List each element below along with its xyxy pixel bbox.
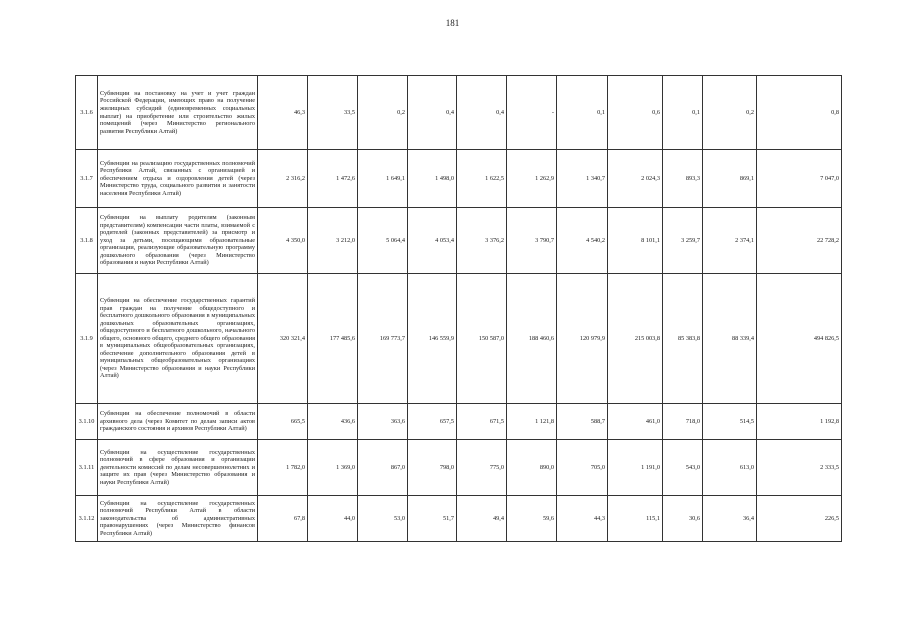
value-cell: 0,1 xyxy=(663,76,703,150)
table-row xyxy=(76,150,842,208)
value-cell: 514,5 xyxy=(703,404,757,440)
value-cell: 4 053,4 xyxy=(408,208,457,274)
row-description-text: Субвенции на осуществление государственных полномочий в сфере образования и организации деятельности комиссий по делам несовершеннолетних и защите их прав (через Министерство образования и науки Республики Алтай) xyxy=(100,448,255,486)
value-cell: 1 369,0 xyxy=(308,440,358,496)
row-description-cell xyxy=(98,496,258,542)
value-cell: 44,0 xyxy=(308,496,358,542)
value-cell: 2 024,3 xyxy=(608,150,663,208)
row-code-cell: 3.1.8 xyxy=(76,208,98,274)
value-cell: 0,2 xyxy=(703,76,757,150)
value-cell: 436,6 xyxy=(308,404,358,440)
value-cell: 177 485,6 xyxy=(308,274,358,404)
value-cell: 3 790,7 xyxy=(507,208,557,274)
row-description-cell xyxy=(98,404,258,440)
value-cell: 718,0 xyxy=(663,404,703,440)
value-cell: 798,0 xyxy=(408,440,457,496)
value-cell: 4 540,2 xyxy=(557,208,608,274)
page-number: 181 xyxy=(445,18,460,28)
value-cell: 53,0 xyxy=(358,496,408,542)
value-cell: 890,0 xyxy=(507,440,557,496)
value-cell: 2 374,1 xyxy=(703,208,757,274)
value-cell: 0,2 xyxy=(358,76,408,150)
value-cell: 146 559,9 xyxy=(408,274,457,404)
value-cell: 120 979,9 xyxy=(557,274,608,404)
subvention-table xyxy=(75,75,842,542)
value-cell: 59,6 xyxy=(507,496,557,542)
value-cell: - xyxy=(507,76,557,150)
value-cell: 4 350,0 xyxy=(258,208,308,274)
value-cell: 893,3 xyxy=(663,150,703,208)
value-cell: 22 728,2 xyxy=(757,208,842,274)
value-cell: 1 622,5 xyxy=(457,150,507,208)
value-cell: 226,5 xyxy=(757,496,842,542)
row-description-cell xyxy=(98,274,258,404)
row-description-cell xyxy=(98,150,258,208)
value-cell: 869,1 xyxy=(703,150,757,208)
value-cell: 36,4 xyxy=(703,496,757,542)
value-cell: 1 192,8 xyxy=(757,404,842,440)
value-cell: 665,5 xyxy=(258,404,308,440)
value-cell: 169 773,7 xyxy=(358,274,408,404)
value-cell: 44,3 xyxy=(557,496,608,542)
value-cell: 461,0 xyxy=(608,404,663,440)
value-cell: 1 262,9 xyxy=(507,150,557,208)
row-description-cell xyxy=(98,208,258,274)
value-cell: 494 826,5 xyxy=(757,274,842,404)
row-code-cell: 3.1.7 xyxy=(76,150,98,208)
value-cell: 0,8 xyxy=(757,76,842,150)
value-cell: 1 121,8 xyxy=(507,404,557,440)
row-code-cell: 3.1.10 xyxy=(76,404,98,440)
value-cell: 363,6 xyxy=(358,404,408,440)
value-cell: 867,0 xyxy=(358,440,408,496)
row-code-cell: 3.1.12 xyxy=(76,496,98,542)
value-cell: 3 376,2 xyxy=(457,208,507,274)
row-description-cell xyxy=(98,440,258,496)
row-description-text: Субвенции на обеспечение полномочий в области архивного дела (через Комитет по делам записи актов гражданского состояния и архивов Республики Алтай) xyxy=(100,410,255,433)
value-cell: 613,0 xyxy=(703,440,757,496)
value-cell: 1 649,1 xyxy=(358,150,408,208)
value-cell: 8 101,1 xyxy=(608,208,663,274)
table-row xyxy=(76,440,842,496)
value-cell: 85 383,8 xyxy=(663,274,703,404)
value-cell: 30,6 xyxy=(663,496,703,542)
value-cell: 1 340,7 xyxy=(557,150,608,208)
value-cell: 671,5 xyxy=(457,404,507,440)
table-row xyxy=(76,274,842,404)
value-cell: 49,4 xyxy=(457,496,507,542)
value-cell: 3 212,0 xyxy=(308,208,358,274)
value-cell: 2 333,5 xyxy=(757,440,842,496)
value-cell: 46,3 xyxy=(258,76,308,150)
row-description-text: Субвенции на осуществление государственных полномочий Республики Алтай в области законодательства об административных правонарушениях (через Министерство финансов Республики Алтай) xyxy=(100,499,255,537)
value-cell: 5 064,4 xyxy=(358,208,408,274)
table-row xyxy=(76,404,842,440)
value-cell: 0,4 xyxy=(457,76,507,150)
value-cell: 1 782,0 xyxy=(258,440,308,496)
row-description-cell xyxy=(98,76,258,150)
value-cell: 88 339,4 xyxy=(703,274,757,404)
table-row xyxy=(76,76,842,150)
value-cell: 775,0 xyxy=(457,440,507,496)
table-row xyxy=(76,208,842,274)
value-cell: 215 003,8 xyxy=(608,274,663,404)
value-cell: 0,1 xyxy=(557,76,608,150)
value-cell: 657,5 xyxy=(408,404,457,440)
value-cell: 33,5 xyxy=(308,76,358,150)
row-code-cell: 3.1.9 xyxy=(76,274,98,404)
value-cell: 7 047,0 xyxy=(757,150,842,208)
row-description-text: Субвенции на обеспечение государственных гарантий прав граждан на получение общедоступного и бесплатного дошкольного образования в муниципальных дошкольных образовательных организациях, общедоступного и бесплатного дошкольного, начального общего, основного общего, среднего общего образования в муниципальных общеобразовательных организациях, обеспечение дополнительного образования детей в муниципальных общеобразовательных организациях (через Министерство образования и науки Республики Алтай) xyxy=(100,296,255,380)
value-cell: 1 191,0 xyxy=(608,440,663,496)
value-cell: 2 316,2 xyxy=(258,150,308,208)
value-cell: 3 259,7 xyxy=(663,208,703,274)
table-row xyxy=(76,496,842,542)
value-cell: 588,7 xyxy=(557,404,608,440)
value-cell: 543,0 xyxy=(663,440,703,496)
value-cell: 0,4 xyxy=(408,76,457,150)
value-cell: 1 472,6 xyxy=(308,150,358,208)
value-cell: 0,6 xyxy=(608,76,663,150)
value-cell: 1 498,0 xyxy=(408,150,457,208)
value-cell: 51,7 xyxy=(408,496,457,542)
value-cell: 705,0 xyxy=(557,440,608,496)
row-description-text: Субвенции на реализацию государственных полномочий Республики Алтай, связанных с организацией и обеспечением отдыха и оздоровления детей (через Министерство труда, социального развития и занятости населения Республики Алтай) xyxy=(100,159,255,197)
value-cell: 188 460,6 xyxy=(507,274,557,404)
value-cell: 67,8 xyxy=(258,496,308,542)
row-code-cell: 3.1.6 xyxy=(76,76,98,150)
row-description-text: Субвенции на постановку на учет и учет граждан Российской Федерации, имеющих право на получение жилищных субсидий (единовременных социальных выплат) на приобретение или строительство жилых помещений (через Министерство регионального развития Республики Алтай) xyxy=(100,89,255,135)
value-cell: 150 587,0 xyxy=(457,274,507,404)
value-cell: 115,1 xyxy=(608,496,663,542)
row-code-cell: 3.1.11 xyxy=(76,440,98,496)
value-cell: 320 321,4 xyxy=(258,274,308,404)
row-description-text: Субвенции на выплату родителям (законным представителям) компенсации части платы, взимаемой с родителей (законных представителей) за присмотр и уход за детьми, посещающими образовательные организации, реализующие образовательную программу дошкольного образования (через Министерство образования и науки Республики Алтай) xyxy=(100,214,255,267)
